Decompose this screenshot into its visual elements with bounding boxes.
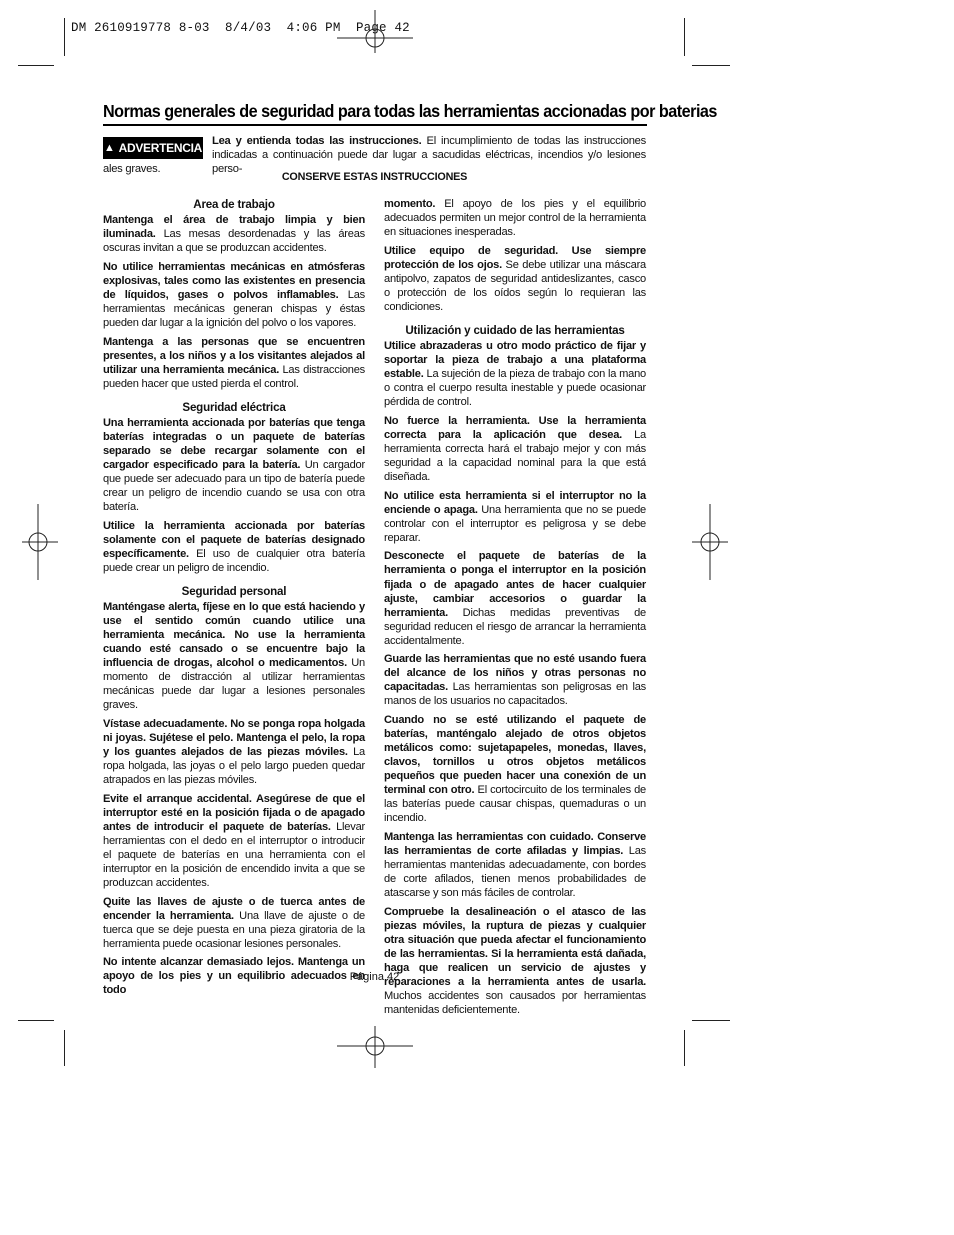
- conserve-instructions: CONSERVE ESTAS INSTRUCCIONES: [281, 171, 468, 183]
- registration-mark-left: [20, 502, 60, 582]
- paragraph: Utilice la herramienta accionada por baterías solamente con el paquete de baterías designado específicamente. El uso de cualquier otra batería puede crear un peligro de incendio.: [103, 519, 365, 574]
- paragraph: Quite las llaves de ajuste o de tuerca antes de encender la herramienta. Una llave de ajuste o de tuerca que se deje puesta en una pieza giratoria de la herramienta puede ocasionar lesiones personales.: [103, 895, 365, 950]
- section-heading-tool-use: Utilización y cuidado de las herramientas: [405, 323, 625, 337]
- paragraph: Mantenga el área de trabajo limpia y bien iluminada. Las mesas desordenadas y las áreas oscuras invitan a que se produzcan accidentes.: [103, 214, 365, 255]
- paragraph: Vístase adecuadamente. No se ponga ropa holgada ni joyas. Sujétese el pelo. Mantenga el pelo, la ropa y los guantes alejados de las piezas móviles. La ropa holgada, las joyas o el pelo largo pueden quedar atrapados en las piezas móviles.: [103, 717, 365, 787]
- paragraph: No fuerce la herramienta. Use la herramienta correcta para la aplicación que desea. La herramienta correcta hará el trabajo mejor y con más seguridad a la capacidad nominal para la que está diseñada.: [384, 414, 646, 483]
- paragraph: Desconecte el paquete de baterías de la herramienta o ponga el interruptor en la posición fijada o de apagado antes de hacer cualquier ajuste, cambiar accesorios o guardar la herramienta. Dichas medidas preventivas de seguridad reducen el riesgo de arrancar la herramienta accidentalmente.: [384, 550, 646, 647]
- paragraph: Mantenga a las personas que se encuentren presentes, a los niños y a los visitantes alejados al utilizar una herramienta mecánica. Las distracciones pueden hacer que usted pierda el control.: [103, 335, 365, 390]
- paragraph: Utilice abrazaderas u otro modo práctico de fijar y soportar la pieza de trabajo a una plataforma estable. La sujeción de la pieza de trabajo con la mano o contra el cuerpo resulta inestable y puede ocasionar pérdida de control.: [384, 339, 646, 409]
- paragraph: Una herramienta accionada por baterías que tenga baterías integradas o un paquete de baterías separado se debe recargar solamente con el cargador especificado para la batería. Un cargador que puede ser adecuado para un tipo de batería puede crear un peligro de incendio cuando se usa con otra batería.: [103, 416, 365, 514]
- section-heading-work-area: Area de trabajo: [193, 198, 275, 211]
- paragraph: No intente alcanzar demasiado lejos. Mantenga un apoyo de los pies y un equilibrio adecuados en todo: [103, 956, 365, 997]
- crop-mark: [18, 1020, 54, 1021]
- paragraph: Manténgase alerta, fíjese en lo que está haciendo y use el sentido común cuando utilice una herramienta mecánica. No use la herramienta cuando esté cansado o se encuentre bajo la influencia de drogas, alcohol o medicamentos. Un momento de distracción al utilizar herramientas mecánicas puede dar lugar a lesiones personales graves.: [103, 600, 365, 712]
- crop-mark: [684, 18, 685, 56]
- section-heading-electrical: Seguridad eléctrica: [182, 400, 286, 414]
- crop-mark: [64, 18, 65, 56]
- paragraph: No utilice herramientas mecánicas en atmósferas explosivas, tales como las existentes en presencia de líquidos, gases o polvos inflamables. Las herramientas mecánicas generan chispas y éstas pueden dar lugar a la ignición del polvo o los vapores.: [103, 260, 365, 329]
- crop-mark: [18, 65, 54, 66]
- registration-mark-bottom: [335, 1024, 415, 1070]
- paragraph: Evite el arranque accidental. Asegúrese de que el interruptor esté en la posición fijada o de apagado antes de introducir el paquete de baterías. Llevar herramientas con el dedo en el interruptor o introducir el paquete de baterías en una herramienta con el interruptor en la posición de encendido invita a que se produzcan accidentes.: [103, 792, 366, 889]
- crop-mark: [684, 1030, 685, 1066]
- crop-mark: [692, 65, 730, 66]
- right-column: [384, 197, 646, 1022]
- registration-mark-right: [690, 502, 730, 582]
- section-heading-personal: Seguridad personal: [181, 584, 287, 598]
- warning-text: El incumplimiento de todas las instrucciones indicadas a continuación puede dar lugar a sacudidas eléctricas, incendios y/o lesiones perso-: [212, 135, 646, 176]
- warning-triangle-icon: ▲: [104, 142, 115, 154]
- title-rule: [103, 124, 647, 126]
- paragraph: Mantenga las herramientas con cuidado. Conserve las herramientas de corte afiladas y limpias. Las herramientas mantenidas adecuadamente, con bordes de corte afilados, tienen menos probabilidades de atascarse y son más fáciles de controlar.: [384, 831, 646, 900]
- paragraph: Compruebe la desalineación o el atasco de las piezas móviles, la ruptura de piezas y cualquier otra situación que pueda afectar el funcionamiento de las herramientas. Si la herramienta está dañada, haga que realicen un servicio de ajustes y reparaciones a la herramienta antes de usarla. Muchos accidentes son causados por herramientas mantenidas deficientemente.: [384, 905, 646, 1017]
- crop-mark: [64, 1030, 65, 1066]
- warning-lead: Lea y entienda todas las instrucciones.: [212, 135, 422, 147]
- paragraph: momento. El apoyo de los pies y el equilibrio adecuados permiten un mejor control de la herramienta en situaciones inesperadas.: [384, 198, 646, 239]
- print-slug: DM 2610919778 8-03 8/4/03 4:06 PM Page 42: [71, 21, 410, 35]
- paragraph: Cuando no se esté utilizando el paquete de baterías, manténgalo alejado de otros objetos metálicos como: sujetapapeles, monedas, llaves, clavos, tornillos u otros objetos metálicos pequeños que pueden hacer una conexión de un terminal con otro. El cortocircuito de los terminales de las baterías puede causar chispas, quemaduras o un incendio.: [384, 714, 646, 825]
- page-number: Página 42: [349, 971, 400, 983]
- paragraph: Utilice equipo de seguridad. Use siempre protección de los ojos. Se debe utilizar una máscara antipolvo, zapatos de seguridad antideslizantes, casco o protección de los oídos según lo requieran las condiciones.: [384, 244, 646, 313]
- registration-mark-top: [335, 8, 415, 54]
- warning-tail: ales graves.: [103, 163, 161, 175]
- crop-mark: [692, 1020, 730, 1021]
- paragraph: No utilice esta herramienta si el interruptor no la enciende o apaga. Una herramienta que no se puede controlar con el interruptor es peligrosa y se debe reparar.: [384, 489, 647, 544]
- warning-badge-label: ADVERTENCIA: [118, 141, 202, 155]
- paragraph: Guarde las herramientas que no esté usando fuera del alcance de los niños y otras personas no capacitadas. Las herramientas son peligrosas en las manos de los usuarios no capacitados.: [384, 653, 646, 708]
- page-title: Normas generales de seguridad para todas las herramientas accionadas por baterias: [103, 101, 717, 121]
- left-column: [103, 197, 365, 1002]
- warning-badge: [103, 137, 203, 159]
